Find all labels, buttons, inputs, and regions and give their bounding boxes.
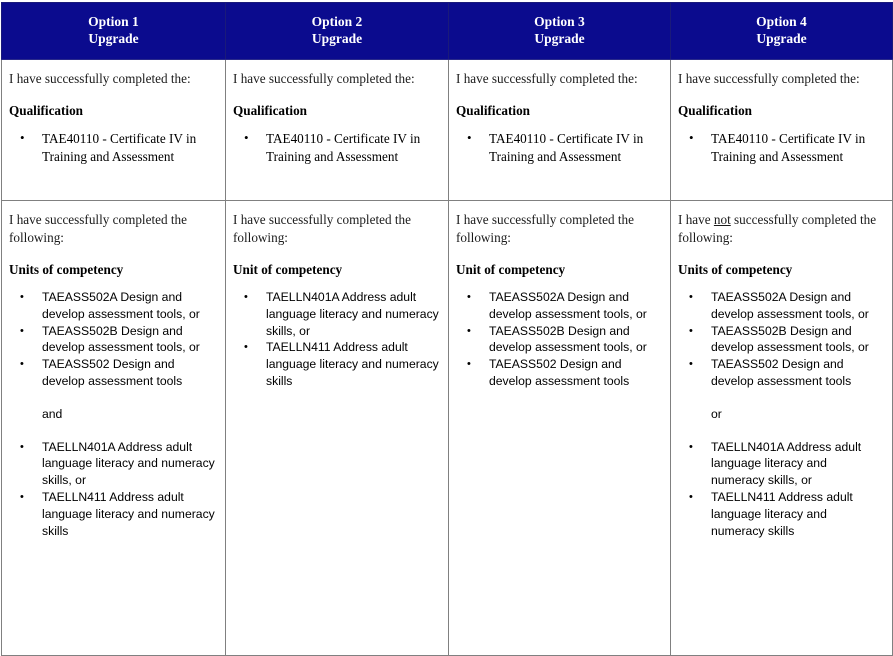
option-3-subtitle: Upgrade: [534, 31, 585, 46]
units-intro-1: [9, 211, 216, 247]
units-intro-3: [456, 211, 661, 247]
units-list-group2-1: [9, 439, 216, 540]
intro-prefix: I have successfully completed the following:: [456, 212, 634, 245]
option-3-title: Option 3: [534, 14, 585, 29]
list-item: • TAE40110 - Certificate IV in Training and Assessment: [456, 130, 661, 165]
qualification-subhead-3: Qualification: [456, 103, 530, 118]
intro-emphasis: not: [713, 212, 731, 227]
units-intro-2: [233, 211, 439, 247]
qualification-list-1: [9, 130, 216, 165]
list-item: • TAEASS502A Design and develop assessment tools, or: [456, 289, 661, 323]
list-item: • TAELLN401A Address adult language literacy and numeracy skills, or: [678, 439, 883, 489]
list-item: • TAEASS502A Design and develop assessment tools, or: [678, 289, 883, 323]
table-header-row: [2, 3, 893, 60]
column-header-option-4: [671, 3, 893, 60]
qualification-intro-1: I have successfully completed the:: [9, 71, 191, 86]
units-subhead-2: Unit of competency: [233, 262, 343, 277]
units-subhead-1: Units of competency: [9, 262, 124, 277]
list-item: • TAEASS502B Design and develop assessment tools, or: [456, 323, 661, 357]
list-item: • TAELLN411 Address adult language literacy and numeracy skills: [678, 489, 883, 539]
units-cell-option-2: [226, 201, 449, 656]
units-list-group1-1: [9, 289, 216, 390]
upgrade-options-table: [1, 2, 893, 656]
units-row: [2, 201, 893, 656]
qualification-subhead-1: Qualification: [9, 103, 83, 118]
qualification-row: [2, 60, 893, 201]
list-item: • TAELLN411 Address adult language literacy and numeracy skills: [233, 339, 439, 389]
list-item: • TAE40110 - Certificate IV in Training and Assessment: [678, 130, 883, 165]
list-item: • TAEASS502B Design and develop assessment tools, or: [9, 323, 216, 357]
option-2-title: Option 2: [311, 14, 363, 29]
units-list-group1-2: [233, 289, 439, 390]
qualification-cell-option-3: [449, 60, 671, 201]
option-1-subtitle: Upgrade: [88, 31, 139, 46]
option-4-title: Option 4: [756, 14, 807, 29]
list-item: • TAE40110 - Certificate IV in Training and Assessment: [9, 130, 216, 165]
table-body: [2, 60, 893, 656]
list-item: • TAELLN411 Address adult language literacy and numeracy skills: [9, 489, 216, 539]
intro-prefix: I have: [678, 212, 714, 227]
qualification-list-3: [456, 130, 661, 165]
option-4-subtitle: Upgrade: [756, 31, 807, 46]
list-item: • TAELLN401A Address adult language literacy and numeracy skills, or: [233, 289, 439, 339]
list-item: • TAEASS502 Design and develop assessment tools: [9, 356, 216, 390]
units-subhead-3: Unit of competency: [456, 262, 566, 277]
list-item: • TAEASS502 Design and develop assessment tools: [678, 356, 883, 390]
qualification-intro-3: I have successfully completed the:: [456, 71, 638, 86]
qualification-list-2: [233, 130, 439, 165]
units-connector-1: and: [42, 406, 63, 421]
option-2-subtitle: Upgrade: [311, 31, 363, 46]
list-item: • TAEASS502 Design and develop assessment tools: [456, 356, 661, 390]
column-header-option-1: [2, 3, 226, 60]
units-cell-option-1: [2, 201, 226, 656]
units-cell-option-4: [671, 201, 893, 656]
units-subhead-4: Units of competency: [678, 262, 793, 277]
list-item: • TAEASS502B Design and develop assessment tools, or: [678, 323, 883, 357]
units-connector-4: or: [711, 406, 722, 421]
qualification-list-4: [678, 130, 883, 165]
units-list-group1-3: [456, 289, 661, 390]
intro-prefix: I have successfully completed the following:: [233, 212, 411, 245]
qualification-cell-option-1: [2, 60, 226, 201]
qualification-cell-option-4: [671, 60, 893, 201]
intro-suffix: successfully completed the following:: [678, 212, 877, 245]
units-cell-option-3: [449, 201, 671, 656]
qualification-intro-4: I have successfully completed the:: [678, 71, 860, 86]
list-item: • TAEASS502A Design and develop assessment tools, or: [9, 289, 216, 323]
intro-prefix: I have successfully completed the following:: [9, 212, 187, 245]
column-header-option-2: [226, 3, 449, 60]
column-header-option-3: [449, 3, 671, 60]
list-item: • TAE40110 - Certificate IV in Training and Assessment: [233, 130, 439, 165]
qualification-intro-2: I have successfully completed the:: [233, 71, 415, 86]
units-intro-4: [678, 211, 883, 247]
option-1-title: Option 1: [88, 14, 139, 29]
qualification-cell-option-2: [226, 60, 449, 201]
qualification-subhead-4: Qualification: [678, 103, 752, 118]
qualification-subhead-2: Qualification: [233, 103, 307, 118]
units-list-group2-4: [678, 439, 883, 540]
units-list-group1-4: [678, 289, 883, 390]
table-header: [2, 3, 893, 60]
list-item: • TAELLN401A Address adult language literacy and numeracy skills, or: [9, 439, 216, 489]
